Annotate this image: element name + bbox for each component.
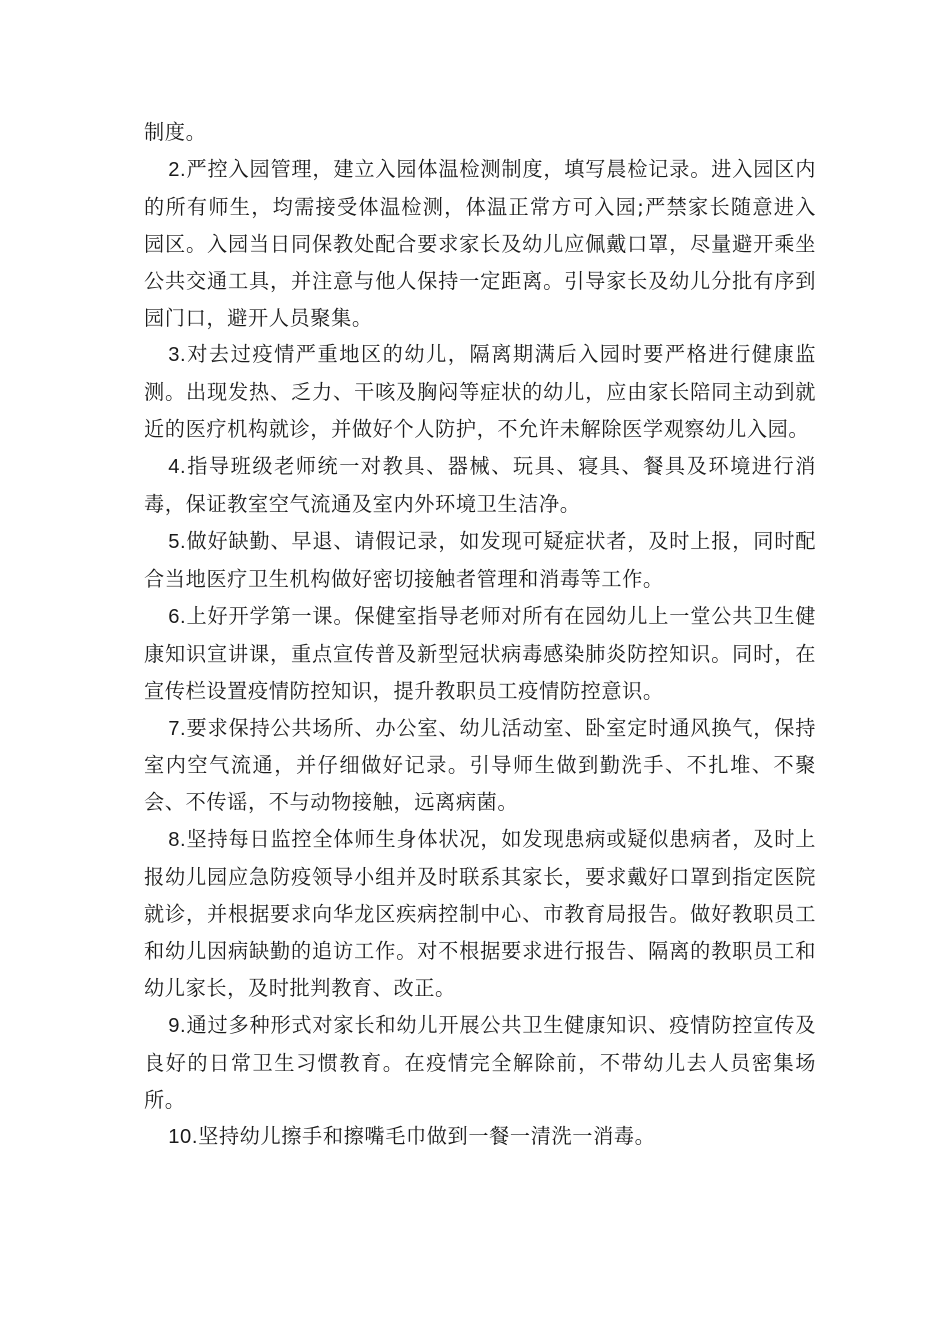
paragraph-number: 3. [168, 344, 187, 367]
paragraph-text: 通过多种形式对家长和幼儿开展公共卫生健康知识、疫情防控宣传及良好的日常卫生习惯教育。在疫情完全解除前，不带幼儿去人员密集场所。 [144, 1012, 816, 1112]
paragraph-text: 严控入园管理，建立入园体温检测制度，填写晨检记录。进入园区内的所有师生，均需接受体温检测，体温正常方可入园;严禁家长随意进入园区。入园当日同保教处配合要求家长及幼儿应佩戴口罩，尽量避开乘坐公共交通工具，并注意与他人保持一定距离。引导家长及幼儿分批有序到园门口，避开人员聚集。 [144, 156, 816, 330]
paragraph-number: 7. [168, 717, 187, 740]
paragraph-text: 制度。 [144, 120, 207, 144]
paragraph [144, 448, 816, 523]
paragraph-text: 做好缺勤、早退、请假记录，如发现可疑症状者，及时上报，同时配合当地医疗卫生机构做好密切接触者管理和消毒等工作。 [144, 528, 816, 591]
paragraph-number: 8. [168, 829, 187, 852]
paragraph [144, 710, 816, 822]
paragraph-text: 对去过疫情严重地区的幼儿，隔离期满后入园时要严格进行健康监测。出现发热、乏力、干咳及胸闷等症状的幼儿，应由家长陪同主动到就近的医疗机构就诊，并做好个人防护，不允许未解除医学观察幼儿入园。 [144, 342, 816, 442]
paragraph [144, 1118, 816, 1156]
paragraph-text: 要求保持公共场所、办公室、幼儿活动室、卧室定时通风换气，保持室内空气流通，并仔细做好记录。引导师生做到勤洗手、不扎堆、不聚会、不传谣，不与动物接触，远离病菌。 [144, 715, 816, 815]
paragraph [144, 523, 816, 598]
paragraph [144, 336, 816, 448]
paragraph [144, 114, 816, 151]
paragraph-text: 上好开学第一课。保健室指导老师对所有在园幼儿上一堂公共卫生健康知识宣讲课，重点宣传普及新型冠状病毒感染肺炎防控知识。同时，在宣传栏设置疫情防控知识，提升教职员工疫情防控意识。 [144, 603, 816, 703]
paragraph-number: 9. [168, 1014, 187, 1037]
paragraph [144, 821, 816, 1007]
paragraph-number: 6. [168, 605, 187, 628]
paragraph-text: 坚持幼儿擦手和擦嘴毛巾做到一餐一清洗一消毒。 [198, 1124, 656, 1149]
paragraph [144, 151, 816, 337]
paragraph-number: 2. [168, 158, 187, 181]
paragraph [144, 1007, 816, 1119]
paragraph-text: 坚持每日监控全体师生身体状况，如发现患病或疑似患病者，及时上报幼儿园应急防疫领导小组并及时联系其家长，要求戴好口罩到指定医院就诊，并根据要求向华龙区疾病控制中心、市教育局报告。做好教职员工和幼儿因病缺勤的追访工作。对不根据要求进行报告、隔离的教职员工和幼儿家长，及时批判教育、改正。 [144, 827, 816, 1000]
document-body [144, 114, 816, 1156]
paragraph-number: 4. [168, 456, 187, 479]
paragraph-number: 10. [168, 1126, 199, 1149]
paragraph [144, 598, 816, 710]
paragraph-text: 指导班级老师统一对教具、器械、玩具、寝具、餐具及环境进行消毒，保证教室空气流通及室内外环境卫生洁净。 [144, 454, 816, 517]
paragraph-number: 5. [168, 530, 187, 553]
